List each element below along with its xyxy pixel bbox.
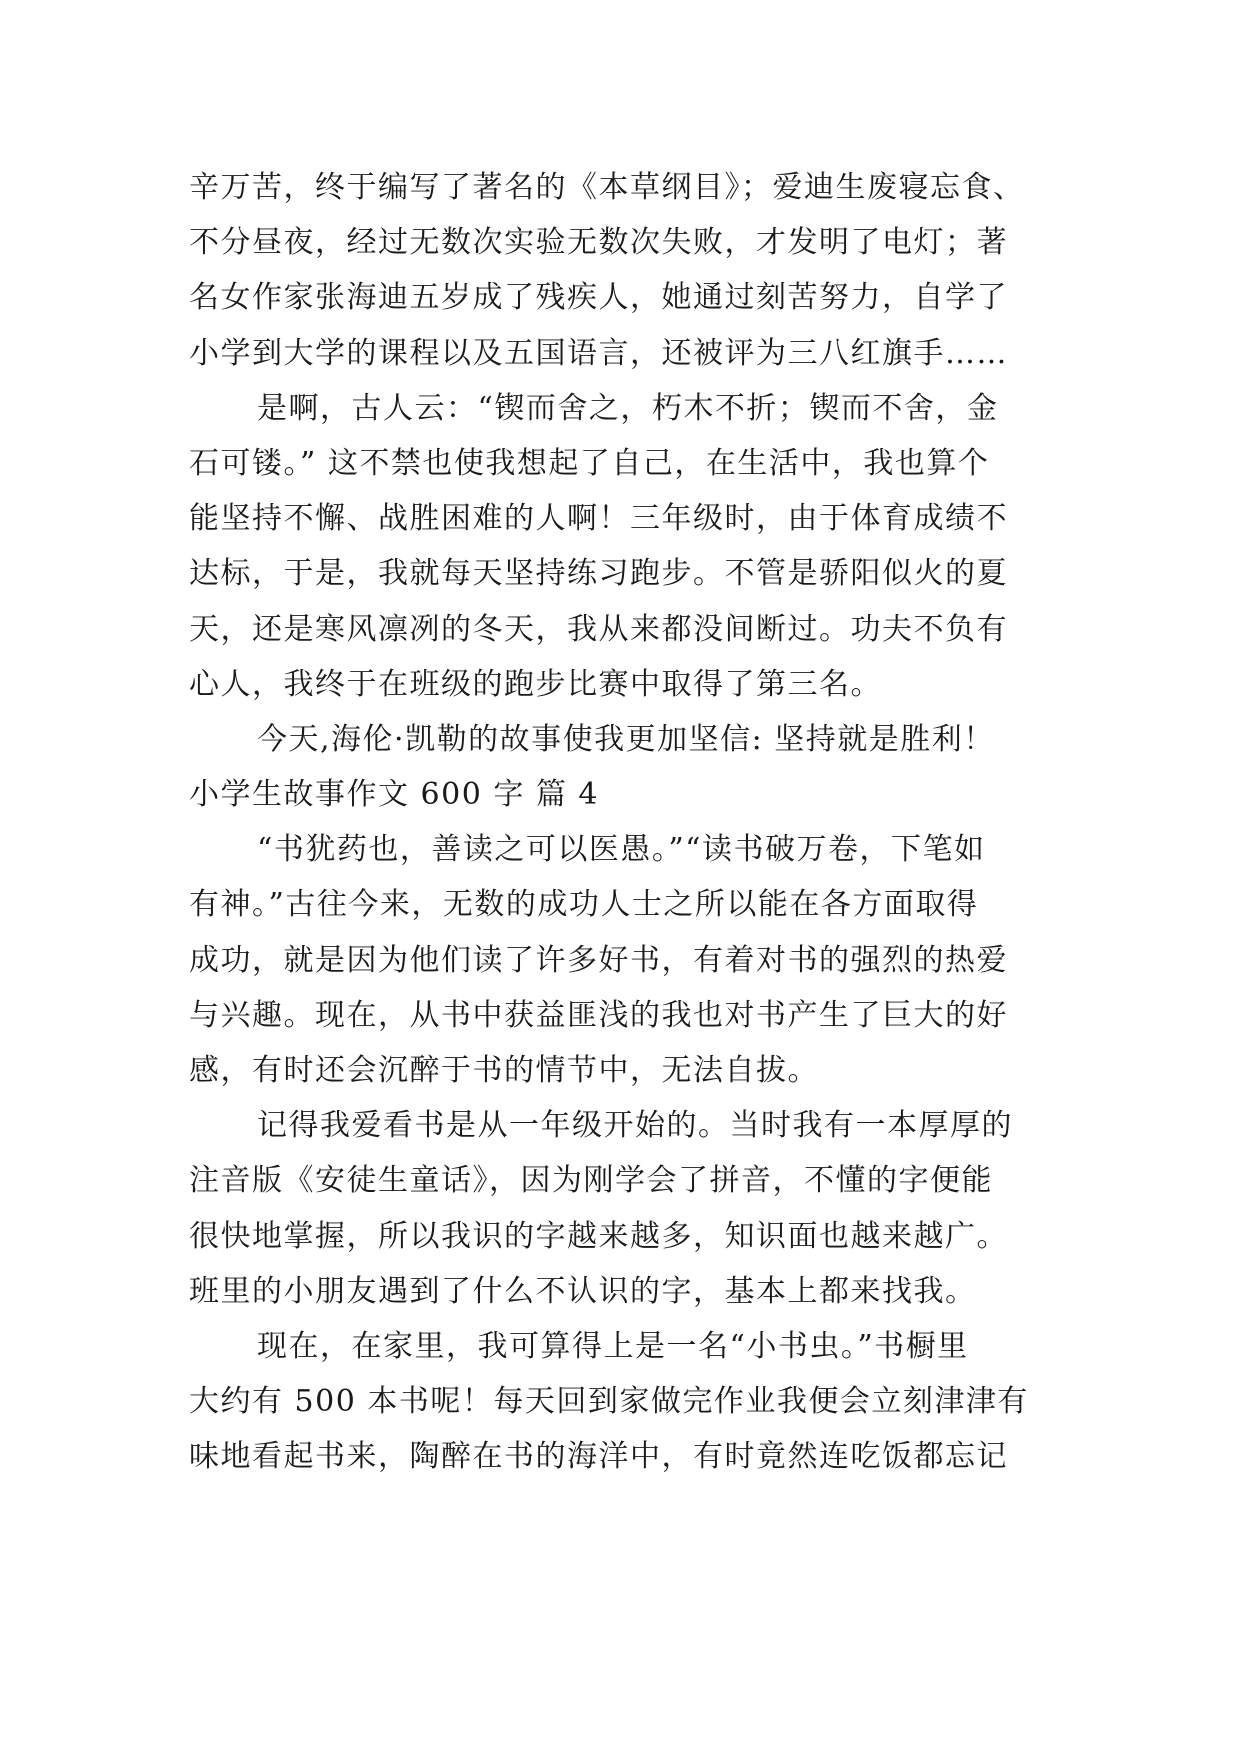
text-line: 很快地掌握，所以我识的字越来越多，知识面也越来越广。 bbox=[189, 1218, 1008, 1254]
text-line: 味地看起书来，陶醉在书的海洋中，有时竟然连吃饭都忘记 bbox=[189, 1439, 1008, 1475]
text-line: 今天,海伦·凯勒的故事使我更加坚信: 坚持就是胜利！ bbox=[257, 721, 995, 757]
text-line: 心人，我终于在班级的跑步比赛中取得了第三名。 bbox=[189, 666, 882, 702]
text-line: 名女作家张海迪五岁成了残疾人，她通过刻苦努力，自学了 bbox=[189, 280, 1008, 316]
text-line: 能坚持不懈、战胜困难的人啊！三年级时，由于体育成绩不 bbox=[189, 501, 1008, 537]
text-line: 有神。”古往今来，无数的成功人士之所以能在各方面取得 bbox=[189, 887, 979, 923]
text-line: 天，还是寒风凛冽的冬天，我从来都没间断过。功夫不负有 bbox=[189, 611, 1008, 647]
text-line: 班里的小朋友遇到了什么不认识的字，基本上都来找我。 bbox=[189, 1273, 977, 1309]
text-line: 与兴趣。现在，从书中获益匪浅的我也对书产生了巨大的好 bbox=[189, 997, 1008, 1033]
text-line: 小学生故事作文 600 字 篇 4 bbox=[189, 777, 599, 813]
text-line: 记得我爱看书是从一年级开始的。当时我有一本厚厚的 bbox=[257, 1108, 1013, 1144]
text-line: 成功，就是因为他们读了许多好书，有着对书的强烈的热爱 bbox=[189, 942, 1008, 978]
text-line: 注音版《安徒生童话》，因为刚学会了拼音，不懂的字便能 bbox=[189, 1163, 993, 1199]
text-line: 石可镂。” 这不禁也使我想起了自己，在生活中，我也算个 bbox=[189, 445, 990, 481]
text-line: 辛万苦，终于编写了著名的《本草纲目》；爱迪生废寝忘食、 bbox=[189, 170, 1025, 205]
text-line: “书犹药也，善读之可以医愚。”“读书破万卷，下笔如 bbox=[257, 832, 986, 868]
document-body bbox=[189, 160, 1069, 1485]
text-line: 不分昼夜，经过无数次实验无数次失败，才发明了电灯；著 bbox=[189, 225, 1008, 261]
text-line: 是啊，古人云：“锲而舍之，朽木不折；锲而不舍，金 bbox=[257, 390, 999, 426]
text-line: 大约有 500 本书呢！每天回到家做完作业我便会立刻津津有 bbox=[189, 1384, 1029, 1420]
text-line: 小学到大学的课程以及五国语言，还被评为三八红旗手…… bbox=[189, 335, 1008, 371]
text-line: 达标，于是，我就每天坚持练习跑步。不管是骄阳似火的夏 bbox=[189, 556, 1008, 592]
text-line: 现在，在家里，我可算得上是一名“小书虫。”书橱里 bbox=[257, 1328, 969, 1364]
text-line: 感，有时还会沉醉于书的情节中，无法自拔。 bbox=[189, 1053, 819, 1088]
